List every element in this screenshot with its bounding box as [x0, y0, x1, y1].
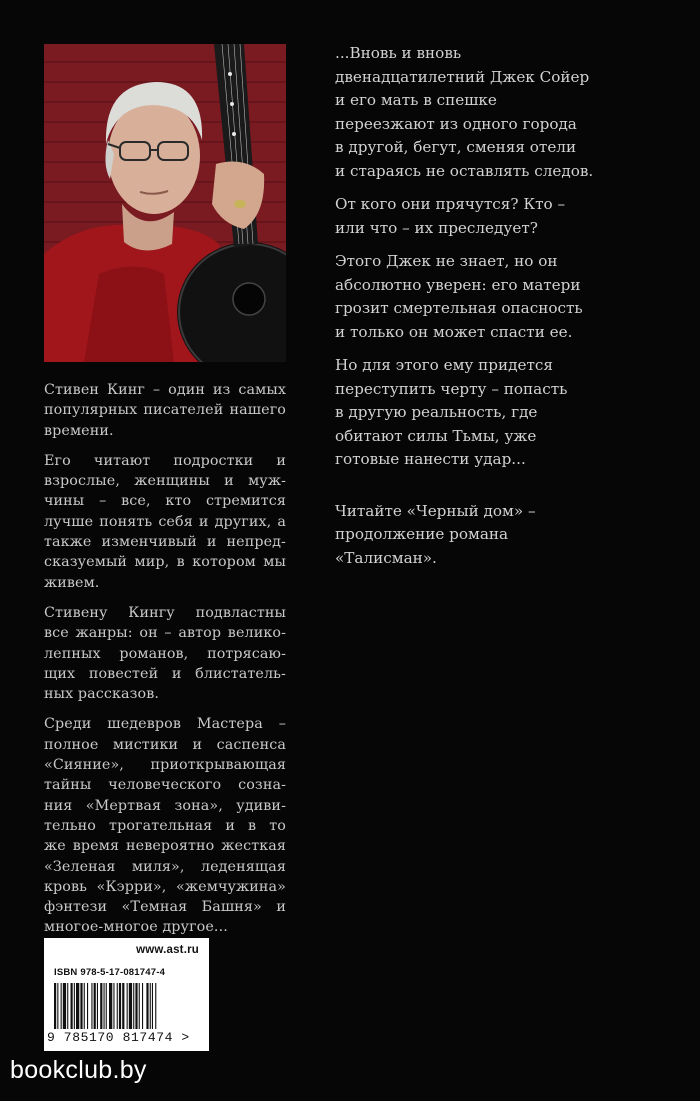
publisher-site: www.ast.ru: [136, 944, 199, 956]
barcode-block: [44, 938, 209, 1051]
author-bio: [44, 380, 286, 948]
bio-line: популярных писателей нашего: [44, 402, 286, 419]
bio-paragraph: [44, 380, 286, 441]
bio-paragraph: [44, 603, 286, 704]
bio-line: же время невероятно жесткая: [44, 838, 286, 855]
bio-line: «Сияние», приоткрывающая: [44, 757, 286, 774]
bio-line: ния «Мертвая зона», удиви-: [44, 797, 286, 814]
bio-line: взрослые, женщины и муж-: [44, 473, 286, 490]
bio-line: Стивену Кингу подвластны: [44, 604, 286, 621]
blurb-line: готовые нанести удар...: [335, 450, 526, 468]
cta-paragraph: [335, 500, 635, 571]
bio-line: также изменчивый и непред-: [44, 534, 286, 551]
blurb-line: абсолютно уверен: его матери: [335, 275, 581, 294]
blurb-line: или что – их преследует?: [335, 218, 538, 237]
blurb-paragraph: [335, 354, 635, 472]
blurb-paragraph: [335, 250, 635, 344]
blurb-line: переступить черту – попасть: [335, 379, 568, 398]
blurb-line: грозит смертельная опасность: [335, 299, 583, 317]
bio-line: все жанры: он – автор велико-: [44, 625, 286, 642]
ean-digits: 9 785170 817474 >: [47, 1030, 190, 1045]
bio-line: ных рассказов.: [44, 686, 160, 703]
blurb-line: и только он может спасти ее.: [335, 322, 573, 341]
book-blurb: [335, 42, 635, 580]
bio-line: Среди шедевров Мастера –: [44, 716, 286, 733]
blurb-line: ...Вновь и вновь: [335, 44, 462, 62]
bio-line: тельно трогательная и в то: [44, 817, 286, 834]
isbn-label: ISBN 978-5-17-081747-4: [54, 967, 166, 978]
bio-line: тайны человеческого созна-: [44, 777, 286, 794]
blurb-line: в другой, бегут, сменяя отели: [335, 138, 577, 156]
blurb-line: Этого Джек не знает, но он: [335, 252, 558, 270]
cta-line: «Талисман».: [335, 548, 437, 567]
bio-line: лучше понять себя и других, а: [44, 513, 286, 530]
bio-line: чины – все, кто стремится: [44, 493, 286, 510]
blurb-line: От кого они прячутся? Кто –: [335, 195, 566, 213]
bio-line: «Зеленая миля», леденящая: [44, 858, 286, 875]
blurb-line: Но для этого ему придется: [335, 356, 553, 374]
author-photo: [44, 44, 286, 362]
blurb-paragraph: [335, 42, 635, 183]
blurb-line: и стараясь не оставлять следов.: [335, 161, 594, 180]
cta-line: Читайте «Черный дом» –: [335, 501, 536, 520]
watermark: bookclub.by: [10, 1056, 147, 1084]
bio-line: фэнтези «Темная Башня» и: [44, 899, 286, 916]
bio-line: щих повестей и блистатель-: [44, 665, 286, 682]
bio-line: кровь «Кэрри», «жемчужина»: [44, 878, 286, 895]
bio-line: Стивен Кинг – один из самых: [44, 382, 286, 398]
cta-line: продолжение романа: [335, 525, 509, 543]
barcode-icon: [54, 983, 200, 1029]
bio-line: времени.: [44, 422, 114, 439]
bio-line: сказуемый мир, в котором мы: [44, 554, 286, 571]
bio-line: живем.: [44, 574, 100, 591]
blurb-line: переезжают из одного города: [335, 114, 577, 133]
bio-paragraph: [44, 714, 286, 937]
bio-line: полное мистики и саспенса: [44, 736, 286, 753]
bio-line: многое-многое другое...: [44, 919, 228, 936]
bio-paragraph: [44, 451, 286, 593]
bio-line: лепных романов, потрясаю-: [44, 645, 286, 662]
blurb-line: двенадцатилетний Джек Сойер: [335, 67, 590, 86]
blurb-line: обитают силы Тьмы, уже: [335, 426, 537, 445]
blurb-line: в другую реальность, где: [335, 403, 538, 421]
bio-line: Его читают подростки и: [44, 452, 286, 469]
blurb-line: и его мать в спешке: [335, 91, 497, 109]
blurb-paragraph: [335, 193, 635, 240]
author-photo-image: [44, 44, 286, 362]
